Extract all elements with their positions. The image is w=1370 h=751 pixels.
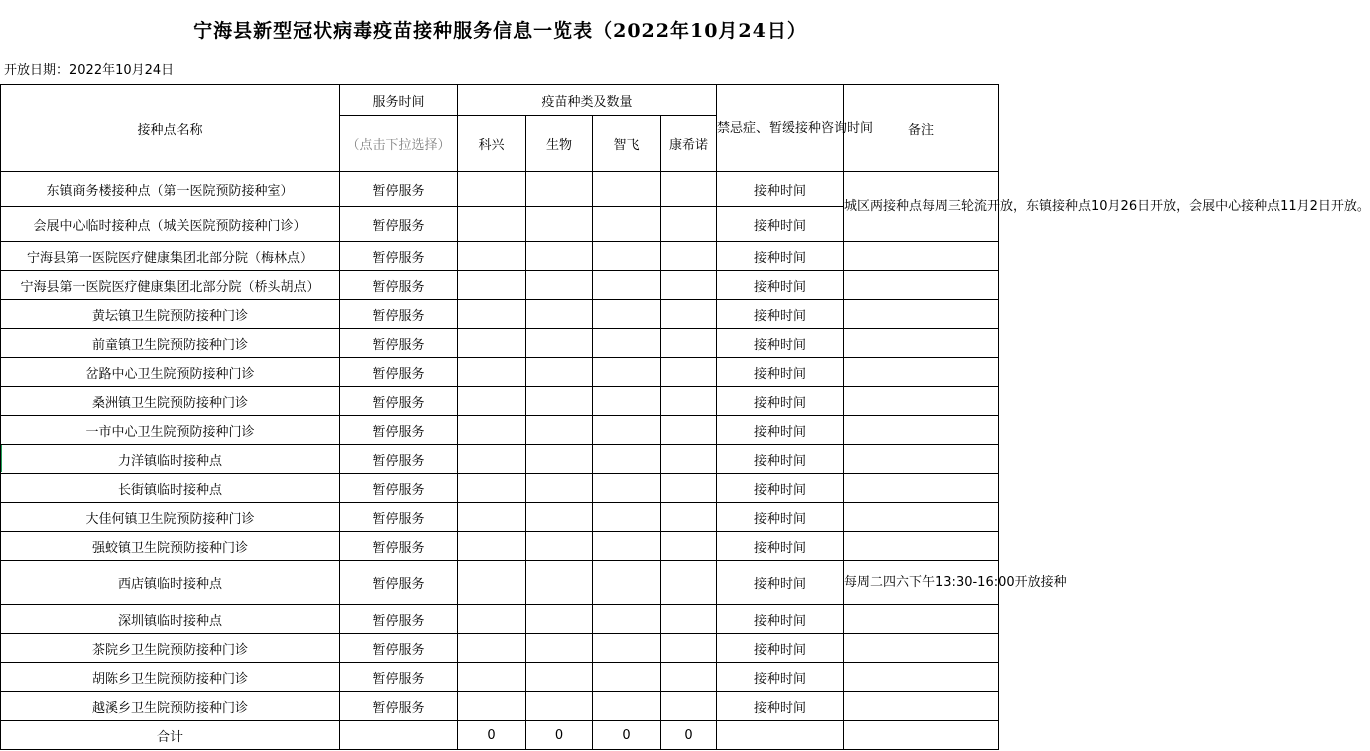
consult-time-cell[interactable]: 接种时间 (717, 300, 844, 329)
vaccine-quantity-cell[interactable] (661, 387, 717, 416)
service-time-cell[interactable]: 暂停服务 (340, 605, 458, 634)
service-time-cell[interactable]: 暂停服务 (340, 172, 458, 207)
vaccine-quantity-cell[interactable] (661, 416, 717, 445)
service-time-cell[interactable]: 暂停服务 (340, 503, 458, 532)
site-name-cell[interactable]: 胡陈乡卫生院预防接种门诊 (1, 663, 340, 692)
vaccine-quantity-cell[interactable] (593, 503, 661, 532)
table-row (1, 474, 999, 503)
table-row (1, 561, 999, 605)
total-vaccine-cell[interactable]: 0 (526, 721, 593, 750)
total-row (1, 721, 999, 750)
vaccine-quantity-cell[interactable] (458, 503, 526, 532)
service-time-cell[interactable]: 暂停服务 (340, 663, 458, 692)
service-time-cell[interactable]: 暂停服务 (340, 300, 458, 329)
table-row (1, 445, 999, 474)
table-row (1, 271, 999, 300)
consult-time-cell[interactable]: 接种时间 (717, 329, 844, 358)
vaccine-quantity-cell[interactable] (458, 387, 526, 416)
vaccine-quantity-cell[interactable] (458, 329, 526, 358)
service-time-cell[interactable]: 暂停服务 (340, 242, 458, 271)
remark-urban-cell[interactable]: 城区两接种点每周三轮流开放，东镇接种点10月26日开放，会展中心接种点11月2日开放。 (844, 172, 999, 242)
vaccine-quantity-cell[interactable] (458, 416, 526, 445)
vaccine-quantity-cell[interactable] (526, 300, 593, 329)
vaccine-quantity-cell[interactable] (526, 663, 593, 692)
vaccine-quantity-cell[interactable] (526, 692, 593, 721)
sheet-title: 宁海县新型冠状病毒疫苗接种服务信息一览表（2022年10月24日） (193, 19, 807, 42)
vaccine-quantity-cell[interactable] (593, 329, 661, 358)
service-time-cell[interactable]: 暂停服务 (340, 532, 458, 561)
site-name-cell[interactable]: 东镇商务楼接种点（第一医院预防接种室） (1, 172, 340, 207)
total-remark-cell[interactable] (844, 721, 999, 750)
table-row (1, 329, 999, 358)
consult-time-cell[interactable]: 接种时间 (717, 503, 844, 532)
vaccine-quantity-cell[interactable] (593, 207, 661, 242)
vaccine-quantity-cell[interactable] (593, 605, 661, 634)
vaccine-quantity-cell[interactable] (526, 207, 593, 242)
site-name-cell[interactable]: 茶院乡卫生院预防接种门诊 (1, 634, 340, 663)
site-name-cell[interactable]: 宁海县第一医院医疗健康集团北部分院（桥头胡点） (1, 271, 340, 300)
vaccine-quantity-cell[interactable] (526, 561, 593, 605)
total-service-cell[interactable] (340, 721, 458, 750)
table-row (1, 605, 999, 634)
vaccine-quantity-cell[interactable] (661, 532, 717, 561)
vaccine-quantity-cell[interactable] (593, 474, 661, 503)
vaccine-quantity-cell[interactable] (661, 692, 717, 721)
vaccine-quantity-cell[interactable] (458, 663, 526, 692)
header-vaccine-zhifei: 智飞 (593, 116, 661, 172)
vaccine-quantity-cell[interactable] (458, 532, 526, 561)
table-row (1, 692, 999, 721)
consult-time-cell[interactable]: 接种时间 (717, 387, 844, 416)
site-name-cell[interactable]: 西店镇临时接种点 (1, 561, 340, 605)
vaccine-quantity-cell[interactable] (458, 561, 526, 605)
vaccine-quantity-cell[interactable] (661, 561, 717, 605)
vaccine-quantity-cell[interactable] (661, 329, 717, 358)
vaccine-quantity-cell[interactable] (526, 634, 593, 663)
remark-cell[interactable] (844, 445, 999, 474)
vaccine-quantity-cell[interactable] (526, 358, 593, 387)
vaccine-quantity-cell[interactable] (661, 207, 717, 242)
header-site-name: 接种点名称 (1, 85, 340, 172)
site-name-cell[interactable]: 深圳镇临时接种点 (1, 605, 340, 634)
table-row (1, 242, 999, 271)
site-name-cell[interactable]: 宁海县第一医院医疗健康集团北部分院（梅林点） (1, 242, 340, 271)
service-time-cell[interactable]: 暂停服务 (340, 474, 458, 503)
vaccine-quantity-cell[interactable] (526, 172, 593, 207)
vaccine-quantity-cell[interactable] (458, 242, 526, 271)
vaccine-quantity-cell[interactable] (593, 634, 661, 663)
remark-cell[interactable] (844, 663, 999, 692)
header-vaccine-group: 疫苗种类及数量 (458, 85, 717, 116)
consult-time-cell[interactable]: 接种时间 (717, 474, 844, 503)
vaccine-quantity-cell[interactable] (593, 692, 661, 721)
vaccine-quantity-cell[interactable] (526, 474, 593, 503)
consult-time-cell[interactable]: 接种时间 (717, 605, 844, 634)
consult-time-cell[interactable]: 接种时间 (717, 561, 844, 605)
remark-xidian-cell[interactable]: 每周二四六下午13:30-16:00开放接种 (844, 561, 999, 605)
service-time-cell[interactable]: 暂停服务 (340, 445, 458, 474)
vaccine-quantity-cell[interactable] (526, 532, 593, 561)
service-time-cell[interactable]: 暂停服务 (340, 207, 458, 242)
vaccine-quantity-cell[interactable] (593, 532, 661, 561)
service-dropdown-hint[interactable]: （点击下拉选择） (340, 116, 458, 172)
header-remark: 备注 (844, 85, 999, 172)
vaccine-quantity-cell[interactable] (661, 474, 717, 503)
remark-cell[interactable] (844, 503, 999, 532)
vaccine-quantity-cell[interactable] (526, 503, 593, 532)
table-row (1, 387, 999, 416)
table-row (1, 503, 999, 532)
consult-time-cell[interactable]: 接种时间 (717, 416, 844, 445)
header-vaccine-kangxinuo: 康希诺 (661, 116, 717, 172)
vaccine-quantity-cell[interactable] (593, 663, 661, 692)
header-service-time: 服务时间 (340, 85, 458, 116)
consult-time-cell[interactable]: 接种时间 (717, 242, 844, 271)
service-time-cell[interactable]: 暂停服务 (340, 634, 458, 663)
service-time-cell[interactable]: 暂停服务 (340, 387, 458, 416)
vaccine-quantity-cell[interactable] (661, 358, 717, 387)
vaccine-quantity-cell[interactable] (458, 300, 526, 329)
vaccine-quantity-cell[interactable] (458, 172, 526, 207)
remark-cell[interactable] (844, 387, 999, 416)
table-row (1, 634, 999, 663)
table-row (1, 300, 999, 329)
vaccine-quantity-cell[interactable] (526, 242, 593, 271)
service-time-cell[interactable]: 暂停服务 (340, 561, 458, 605)
consult-time-cell[interactable]: 接种时间 (717, 532, 844, 561)
remark-cell[interactable] (844, 358, 999, 387)
consult-time-cell[interactable]: 接种时间 (717, 207, 844, 242)
header-consult-time: 禁忌症、暂缓接种咨询时间 (717, 85, 844, 172)
vaccine-quantity-cell[interactable] (661, 271, 717, 300)
site-name-cell[interactable]: 黄坛镇卫生院预防接种门诊 (1, 300, 340, 329)
vaccine-quantity-cell[interactable] (526, 445, 593, 474)
vaccine-quantity-cell[interactable] (593, 358, 661, 387)
remark-cell[interactable] (844, 634, 999, 663)
service-time-cell[interactable]: 暂停服务 (340, 416, 458, 445)
table-row (1, 663, 999, 692)
consult-time-cell[interactable]: 接种时间 (717, 445, 844, 474)
vaccine-quantity-cell[interactable] (458, 358, 526, 387)
open-date: 开放日期：2022年10月24日 (4, 63, 175, 78)
consult-time-cell[interactable]: 接种时间 (717, 634, 844, 663)
vaccine-quantity-cell[interactable] (458, 474, 526, 503)
table-row (1, 532, 999, 561)
vaccine-quantity-cell[interactable] (661, 634, 717, 663)
vaccine-quantity-cell[interactable] (458, 445, 526, 474)
header-vaccine-shengwu: 生物 (526, 116, 593, 172)
service-time-cell[interactable]: 暂停服务 (340, 329, 458, 358)
table-row (1, 358, 999, 387)
remark-cell[interactable] (844, 605, 999, 634)
site-name-cell[interactable]: 越溪乡卫生院预防接种门诊 (1, 692, 340, 721)
service-time-cell[interactable]: 暂停服务 (340, 358, 458, 387)
consult-time-cell[interactable]: 接种时间 (717, 172, 844, 207)
site-name-cell[interactable]: 会展中心临时接种点（城关医院预防接种门诊） (1, 207, 340, 242)
site-name-cell[interactable]: 前童镇卫生院预防接种门诊 (1, 329, 340, 358)
site-name-cell[interactable]: 岔路中心卫生院预防接种门诊 (1, 358, 340, 387)
vaccine-quantity-cell[interactable] (661, 172, 717, 207)
table-row (1, 172, 999, 207)
vaccine-quantity-cell[interactable] (458, 692, 526, 721)
remark-cell[interactable] (844, 271, 999, 300)
vaccine-quantity-cell[interactable] (458, 634, 526, 663)
vaccine-quantity-cell[interactable] (593, 242, 661, 271)
remark-cell[interactable] (844, 692, 999, 721)
table-row (1, 416, 999, 445)
site-name-cell[interactable]: 一市中心卫生院预防接种门诊 (1, 416, 340, 445)
vaccine-quantity-cell[interactable] (593, 172, 661, 207)
remark-cell[interactable] (844, 242, 999, 271)
site-name-cell[interactable]: 长街镇临时接种点 (1, 474, 340, 503)
vaccine-quantity-cell[interactable] (458, 207, 526, 242)
site-name-cell[interactable]: 桑洲镇卫生院预防接种门诊 (1, 387, 340, 416)
vaccine-quantity-cell[interactable] (661, 503, 717, 532)
vaccination-table (0, 84, 1370, 750)
site-name-cell[interactable]: 力洋镇临时接种点 (1, 445, 340, 474)
total-vaccine-cell[interactable]: 0 (458, 721, 526, 750)
vaccine-quantity-cell[interactable] (661, 300, 717, 329)
total-vaccine-cell[interactable]: 0 (661, 721, 717, 750)
consult-time-cell[interactable]: 接种时间 (717, 663, 844, 692)
vaccine-quantity-cell[interactable] (593, 445, 661, 474)
consult-time-cell[interactable]: 接种时间 (717, 271, 844, 300)
header-vaccine-kexing: 科兴 (458, 116, 526, 172)
remark-cell[interactable] (844, 300, 999, 329)
vaccine-quantity-cell[interactable] (661, 242, 717, 271)
remark-cell[interactable] (844, 532, 999, 561)
vaccine-quantity-cell[interactable] (593, 561, 661, 605)
vaccine-quantity-cell[interactable] (661, 445, 717, 474)
service-time-cell[interactable]: 暂停服务 (340, 692, 458, 721)
total-label: 合计 (1, 721, 340, 750)
vaccine-quantity-cell[interactable] (593, 300, 661, 329)
total-consult-cell[interactable] (717, 721, 844, 750)
site-name-cell[interactable]: 大佳何镇卫生院预防接种门诊 (1, 503, 340, 532)
vaccine-quantity-cell[interactable] (526, 271, 593, 300)
vaccine-quantity-cell[interactable] (526, 387, 593, 416)
vaccine-quantity-cell[interactable] (661, 663, 717, 692)
vaccine-quantity-cell[interactable] (526, 416, 593, 445)
vaccine-quantity-cell[interactable] (458, 271, 526, 300)
vaccine-quantity-cell[interactable] (526, 605, 593, 634)
vaccine-quantity-cell[interactable] (593, 271, 661, 300)
vaccine-quantity-cell[interactable] (593, 387, 661, 416)
total-vaccine-cell[interactable]: 0 (593, 721, 661, 750)
service-time-cell[interactable]: 暂停服务 (340, 271, 458, 300)
vaccine-quantity-cell[interactable] (526, 329, 593, 358)
remark-cell[interactable] (844, 474, 999, 503)
consult-time-cell[interactable]: 接种时间 (717, 358, 844, 387)
vaccine-quantity-cell[interactable] (593, 416, 661, 445)
remark-cell[interactable] (844, 329, 999, 358)
vaccine-quantity-cell[interactable] (458, 605, 526, 634)
remark-cell[interactable] (844, 416, 999, 445)
vaccine-quantity-cell[interactable] (661, 605, 717, 634)
site-name-cell[interactable]: 强蛟镇卫生院预防接种门诊 (1, 532, 340, 561)
consult-time-cell[interactable]: 接种时间 (717, 692, 844, 721)
